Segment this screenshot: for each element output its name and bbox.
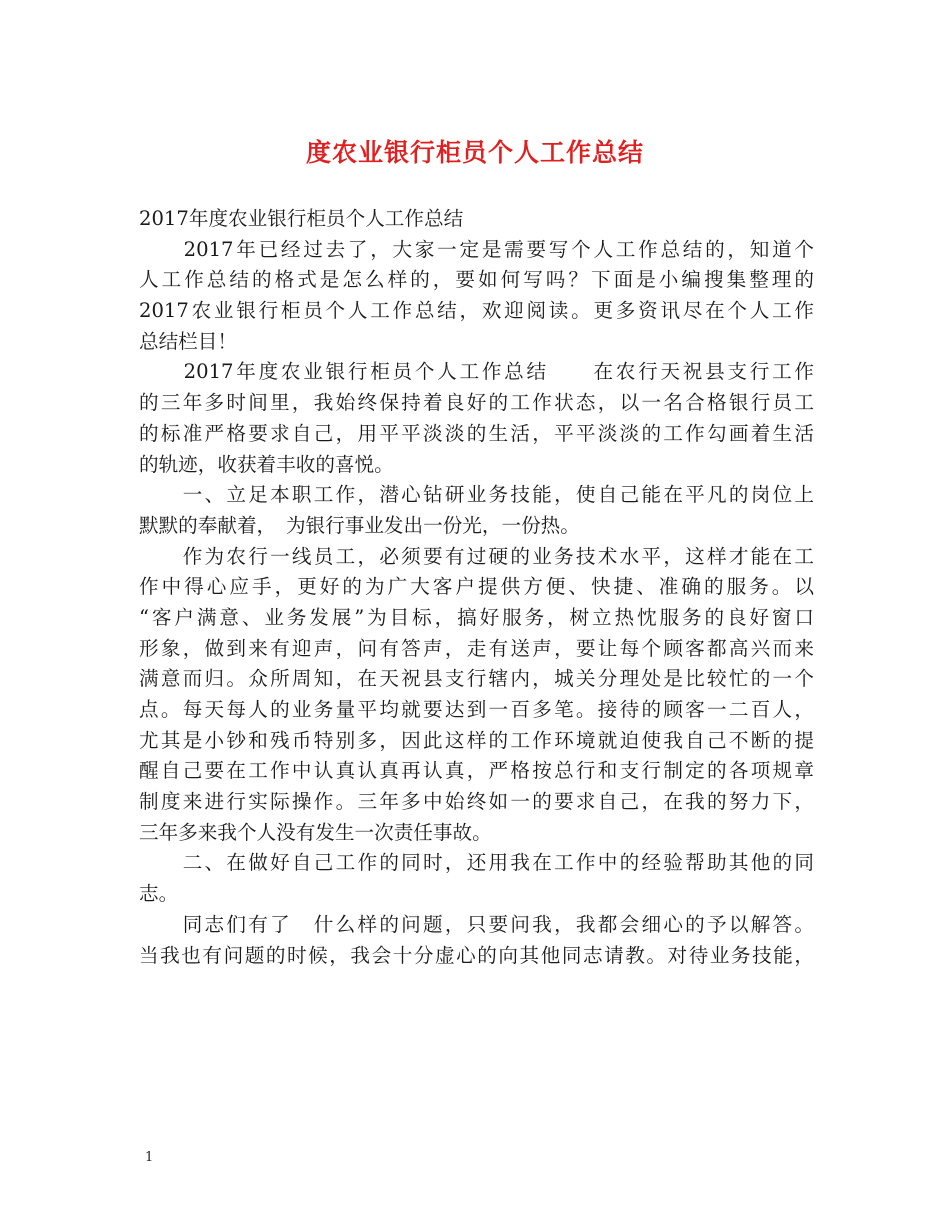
text-line: 形象，做到来有迎声，问有答声，走有送声，要让每个顾客都高兴而来 xyxy=(139,636,814,660)
text-line: 的标准严格要求自己，用平平淡淡的生活，平平淡淡的工作勾画着生活 xyxy=(139,421,814,445)
text-line: 作为农行一线员工，必须要有过硬的业务技术水平，这样才能在工 xyxy=(139,544,814,568)
text-line: 三年多来我个人没有发生一次责任事故。 xyxy=(139,820,492,844)
text-line: 2017年已经过去了，大家一定是需要写个人工作总结的，知道个 xyxy=(139,237,814,261)
text-line: 总结栏目！ xyxy=(139,329,237,353)
document-body xyxy=(139,204,814,971)
text-line: 满意而归。众所周知，在天祝县支行辖内，城关分理处是比较忙的一个 xyxy=(139,667,814,691)
text-line: 一、立足本职工作，潜心钻研业务技能，使自己能在平凡的岗位上 xyxy=(139,483,814,507)
text-line: 2017农业银行柜员个人工作总结，欢迎阅读。更多资讯尽在个人工作 xyxy=(139,299,814,323)
text-line: 醒自己要在工作中认真认真再认真，严格按总行和支行制定的各项规章 xyxy=(139,759,814,783)
text-line: 的轨迹，收获着丰收的喜悦。 xyxy=(139,452,394,476)
text-line: “客户满意、业务发展”为目标，搞好服务，树立热忱服务的良好窗口 xyxy=(139,605,814,629)
text-line: 人工作总结的格式是怎么样的，要如何写吗？下面是小编搜集整理的 xyxy=(139,268,814,292)
text-line: 制度来进行实际操作。三年多中始终如一的要求自己，在我的努力下， xyxy=(139,790,814,814)
text-line: 的三年多时间里，我始终保持着良好的工作状态，以一名合格银行员工 xyxy=(139,391,814,415)
text-line: 2017年度农业银行柜员个人工作总结 xyxy=(139,207,464,230)
text-line: 默默的奉献着， 为银行事业发出一份光，一份热。 xyxy=(139,513,580,537)
text-line: 同志们有了 什么样的问题，只要问我，我都会细心的予以解答。 xyxy=(139,912,814,936)
page-number: 1 xyxy=(145,1150,154,1165)
text-line: 当我也有问题的时候，我会十分虚心的向其他同志请教。对待业务技能， xyxy=(139,943,814,967)
text-line: 点。每天每人的业务量平均就要达到一百多笔。接待的顾客一二百人， xyxy=(139,698,814,721)
document-title: 度农业银行柜员个人工作总结 xyxy=(305,138,644,167)
text-line: 二、在做好自己工作的同时，还用我在工作中的经验帮助其他的同 xyxy=(139,851,814,875)
text-line: 2017年度农业银行柜员个人工作总结 在农行天祝县支行工作 xyxy=(139,360,814,384)
text-line: 作中得心应手，更好的为广大客户提供方便、快捷、准确的服务。以 xyxy=(139,575,814,599)
text-line: 尤其是小钞和残币特别多，因此这样的工作环境就迫使我自己不断的提 xyxy=(139,728,814,752)
text-line: 志。 xyxy=(139,882,179,906)
